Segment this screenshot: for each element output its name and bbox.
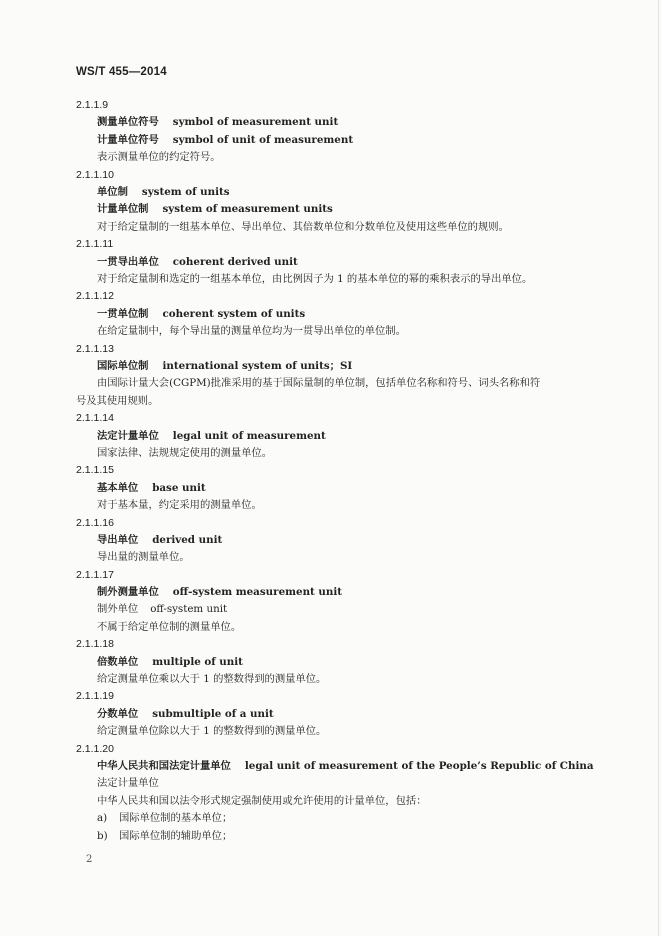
term-en: symbol of measurement unit: [172, 116, 339, 129]
term-en: system of units: [141, 185, 230, 198]
term-line: [97, 532, 596, 549]
term-zh: 测量单位符号: [97, 116, 159, 129]
term-en: multiple of unit: [152, 655, 243, 668]
term-en: legal unit of measurement of the People’s Republic of China: [244, 760, 594, 773]
term-entry: [76, 636, 596, 688]
document-id-header: WS/T 455—2014: [76, 66, 167, 78]
term-entry: [76, 567, 596, 637]
term-en: symbol of unit of measurement: [172, 133, 354, 146]
term-entry: [76, 410, 596, 462]
term-zh: 一贯单位制: [97, 307, 149, 320]
definition: 给定测量单位除以大于 1 的整数得到的测量单位。: [97, 725, 327, 738]
term-en: coherent derived unit: [172, 255, 298, 268]
term-zh: 一贯导出单位: [97, 255, 159, 268]
list-item: [97, 810, 596, 827]
term-entry: [76, 462, 596, 514]
term-line: [97, 654, 596, 671]
definition-line-2: 号及其使用规则。: [76, 394, 159, 407]
clause-number: 2.1.1.13: [76, 342, 114, 355]
definition: 表示测量单位的约定符号。: [97, 151, 221, 164]
term-zh: 制外测量单位: [97, 586, 159, 599]
clause-number: 2.1.1.10: [76, 168, 114, 181]
term-line: [97, 480, 596, 497]
term-line: [97, 184, 596, 201]
term-en: system of measurement units: [162, 203, 333, 216]
term-entry: [76, 741, 596, 845]
list-item: [97, 828, 596, 845]
term-entry: [76, 167, 596, 237]
term-line: [97, 201, 596, 218]
definition-line-1: 由国际计量大会(CGPM)批准采用的基于国际量制的单位制，包括单位名称和符号、词头名称和符: [97, 377, 541, 390]
clause-number: 2.1.1.17: [76, 568, 114, 581]
definition: 中华人民共和国以法令形式规定强制使用或允许使用的计量单位，包括：: [97, 794, 427, 807]
clause-number: 2.1.1.19: [76, 690, 114, 703]
admitted-term-en: off-system unit: [150, 603, 228, 616]
term-zh: 国际单位制: [97, 359, 149, 372]
page-edge-line: [658, 0, 659, 936]
definition: 不属于给定单位制的测量单位。: [97, 620, 242, 633]
term-line: [97, 306, 596, 323]
term-line: [97, 358, 596, 375]
admitted-term-line: [97, 601, 596, 618]
definition: 对于给定量制的一组基本单位、导出单位、其倍数单位和分数单位及使用这些单位的规则。: [97, 220, 509, 233]
definition: 国家法律、法规规定使用的测量单位。: [97, 446, 273, 459]
list-text: 国际单位制的基本单位；: [119, 812, 233, 825]
term-zh: 分数单位: [97, 707, 139, 720]
list-marker: a): [97, 812, 108, 825]
definition: 导出量的测量单位。: [97, 551, 190, 564]
clause-number: 2.1.1.15: [76, 464, 114, 477]
definition: 对于给定量制和选定的一组基本单位，由比例因子为 1 的基本单位的幂的乘积表示的导出单位。: [97, 272, 533, 285]
page-number: 2: [86, 854, 93, 865]
term-zh: 计量单位制: [97, 203, 149, 216]
admitted-term-zh: 制外单位: [97, 603, 139, 616]
term-zh: 中华人民共和国法定计量单位: [97, 760, 231, 773]
term-entry: [76, 515, 596, 567]
definition: 在给定量制中，每个导出量的测量单位均为一贯导出单位的单位制。: [97, 325, 406, 338]
terms-content: [76, 97, 596, 845]
term-line: [97, 758, 596, 775]
term-line: [97, 584, 596, 601]
clause-number: 2.1.1.20: [76, 742, 114, 755]
term-en: base unit: [152, 481, 206, 494]
term-entry: [76, 341, 596, 411]
term-line: [97, 254, 596, 271]
clause-number: 2.1.1.14: [76, 412, 114, 425]
clause-number: 2.1.1.12: [76, 290, 114, 303]
list-text: 国际单位制的辅助单位；: [119, 829, 233, 842]
term-zh: 倍数单位: [97, 655, 139, 668]
term-line: [97, 428, 596, 445]
term-zh: 计量单位符号: [97, 133, 159, 146]
term-zh: 法定计量单位: [97, 429, 159, 442]
clause-number: 2.1.1.16: [76, 516, 114, 529]
term-zh: 基本单位: [97, 481, 139, 494]
definition: 对于基本量，约定采用的测量单位。: [97, 499, 262, 512]
term-line: [97, 132, 596, 149]
term-entry: [76, 236, 596, 288]
admitted-term-line: [97, 775, 596, 792]
clause-number: 2.1.1.18: [76, 638, 114, 651]
admitted-term-zh: 法定计量单位: [97, 777, 159, 790]
term-en: international system of units；SI: [162, 359, 353, 372]
clause-number: 2.1.1.11: [76, 238, 114, 251]
term-zh: 导出单位: [97, 533, 139, 546]
term-entry: [76, 688, 596, 740]
list-marker: b): [97, 829, 108, 842]
term-en: off-system measurement unit: [172, 586, 343, 599]
definition: 给定测量单位乘以大于 1 的整数得到的测量单位。: [97, 673, 327, 686]
term-en: submultiple of a unit: [152, 707, 274, 720]
term-en: legal unit of measurement: [172, 429, 326, 442]
term-line: [97, 706, 596, 723]
term-zh: 单位制: [97, 185, 128, 198]
clause-number: 2.1.1.9: [76, 99, 109, 111]
term-en: coherent system of units: [162, 307, 306, 320]
term-en: derived unit: [152, 533, 223, 546]
term-entry: [76, 288, 596, 340]
term-line: [97, 114, 596, 131]
term-entry: [76, 97, 596, 167]
